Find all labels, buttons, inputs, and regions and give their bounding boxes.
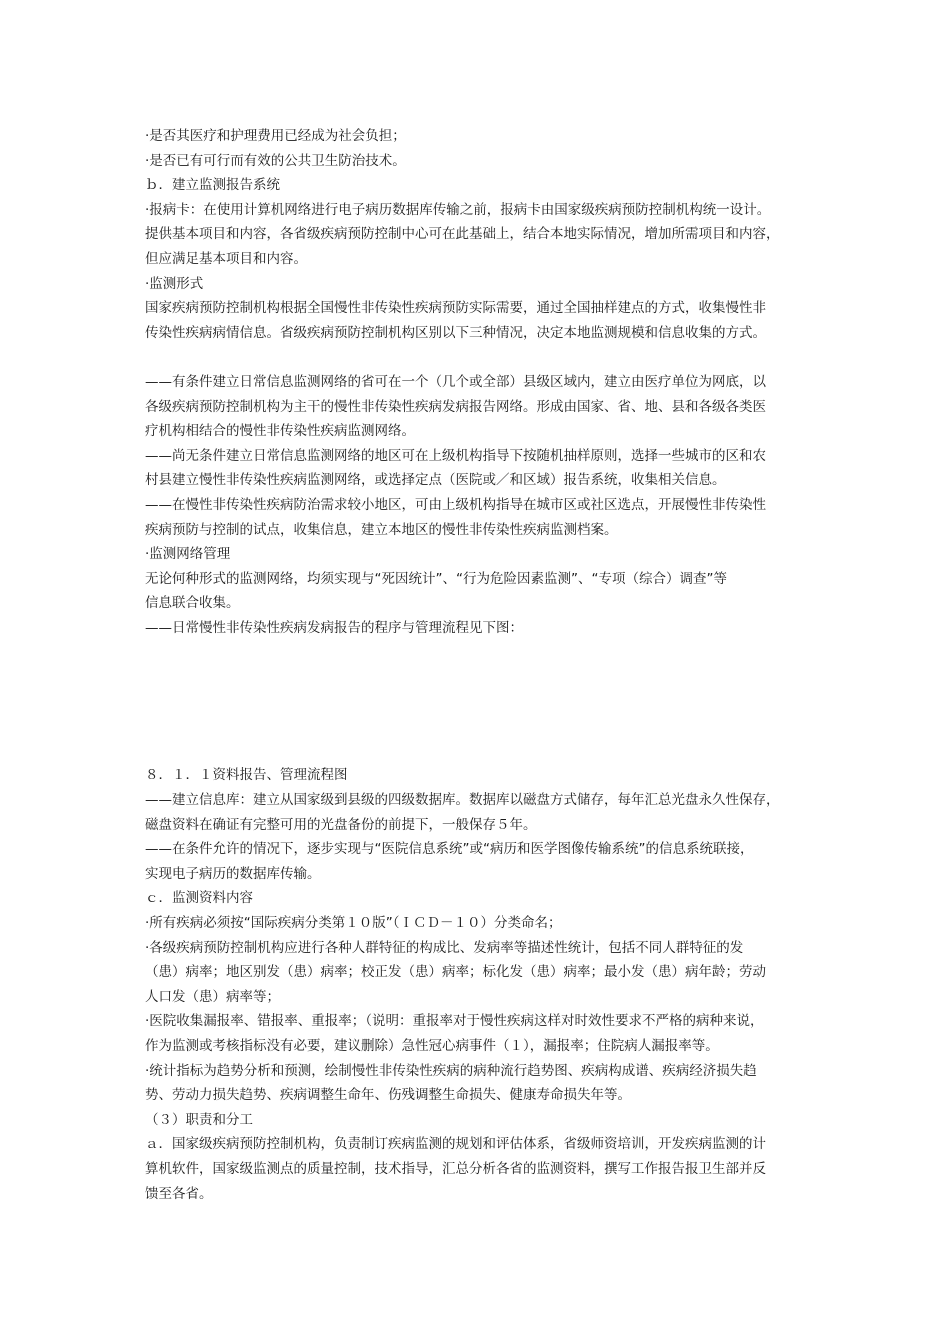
text-line: ·医院收集漏报率、错报率、重报率；（说明：重报率对于慢性疾病这样对时效性要求不严格的病种来说，: [145, 1013, 764, 1030]
text-line: 但应满足基本项目和内容。: [145, 250, 307, 267]
text-line: 势、劳动力损失趋势、疾病调整生命年、伤残调整生命损失、健康寿命损失年等。: [145, 1087, 631, 1104]
text-line: ·各级疾病预防控制机构应进行各种人群特征的构成比、发病率等描述性统计，包括不同人群特征的发: [145, 939, 744, 956]
text-line: 国家疾病预防控制机构根据全国慢性非传染性疾病预防实际需要，通过全国抽样建点的方式，收集慢性非: [145, 300, 766, 317]
subsection-heading: ·监测形式: [145, 275, 204, 292]
text-line: 磁盘资料在确证有完整可用的光盘备份的前提下，一般保存５年。: [145, 816, 537, 833]
subsection-heading: ·监测网络管理: [145, 546, 231, 563]
figure-placeholder-space: [145, 640, 813, 763]
text-line: ——建立信息库：建立从国家级到县级的四级数据库。数据库以磁盘方式储存，每年汇总光盘永久性保存，: [145, 792, 780, 809]
figure-caption: ８．１．１资料报告、管理流程图: [145, 767, 348, 784]
section-heading: （３）职责和分工: [145, 1111, 253, 1128]
paragraph-block-2: [145, 370, 813, 641]
text-line: 人口发（患）病率等；: [145, 988, 280, 1005]
text-line: ——有条件建立日常信息监测网络的省可在一个（几个或全部）县级区域内，建立由医疗单位为网底，以: [145, 373, 766, 390]
text-line: 疗机构相结合的慢性非传染性疾病监测网络。: [145, 423, 415, 440]
text-line: 各级疾病预防控制机构为主干的慢性非传染性疾病发病报告网络。形成由国家、省、地、县和各级各类医: [145, 398, 766, 415]
paragraph-block-1: [145, 124, 813, 345]
text-line: 算机软件，国家级监测点的质量控制，技术指导，汇总分析各省的监测资料，撰写工作报告报卫生部并反: [145, 1160, 766, 1177]
text-line: 村县建立慢性非传染性疾病监测网络，或选择定点（医院或／和区域）报告系统，收集相关信息。: [145, 472, 726, 489]
text-line: 无论何种形式的监测网络，均须实现与“死因统计”、“行为危险因素监测”、“专项（综合）调查”等: [145, 570, 727, 587]
paragraph-block-3: [145, 763, 813, 1206]
section-heading: ｂ．建立监测报告系统: [145, 177, 280, 194]
text-line: 作为监测或考核指标没有必要，建议删除）急性冠心病事件（１），漏报率；住院病人漏报率等。: [145, 1038, 719, 1054]
text-line: ——在慢性非传染性疾病防治需求较小地区，可由上级机构指导在城市区或社区选点，开展慢性非传染性: [145, 496, 766, 513]
text-line: ａ．国家级疾病预防控制机构，负责制订疾病监测的规划和评估体系，省级师资培训，开发疾病监测的计: [145, 1136, 766, 1153]
text-line: ·统计指标为趋势分析和预测，绘制慢性非传染性疾病的病种流行趋势图、疾病构成谱、疾病经济损失趋: [145, 1062, 757, 1079]
section-heading: ｃ．监测资料内容: [145, 890, 253, 907]
text-line: ——尚无条件建立日常信息监测网络的地区可在上级机构指导下按随机抽样原则，选择一些城市的区和农: [145, 447, 766, 464]
document-body: [145, 124, 813, 1206]
text-line: 疾病预防与控制的试点，收集信息，建立本地区的慢性非传染性疾病监测档案。: [145, 521, 618, 538]
text-line: 信息联合收集。: [145, 595, 240, 612]
text-line: ·报病卡：在使用计算机网络进行电子病历数据库传输之前，报病卡由国家级疾病预防控制机构统一设计。: [145, 201, 771, 218]
text-line: 实现电子病历的数据库传输。: [145, 865, 321, 882]
text-line: 馈至各省。: [145, 1185, 213, 1202]
text-line: 传染性疾病病情信息。省级疾病预防控制机构区别以下三种情况，决定本地监测规模和信息收集的方式。: [145, 324, 766, 341]
text-line: （患）病率；地区别发（患）病率；校正发（患）病率；标化发（患）病率；最小发（患）病年龄；劳动: [145, 964, 766, 981]
text-line: 提供基本项目和内容，各省级疾病预防控制中心可在此基础上，结合本地实际情况，增加所需项目和内容，: [145, 226, 780, 243]
text-line: ——日常慢性非传染性疾病发病报告的程序与管理流程见下图：: [145, 619, 523, 636]
text-line: ·所有疾病必须按“国际疾病分类第１０版”（ＩＣＤ－１０）分类命名；: [145, 915, 562, 932]
text-line: ·是否已有可行而有效的公共卫生防治技术。: [145, 152, 406, 169]
text-line: ——在条件允许的情况下，逐步实现与“医院信息系统”或“病历和医学图像传输系统”的信息系统联接，: [145, 841, 754, 858]
blank-line: [145, 345, 813, 370]
text-line: ·是否其医疗和护理费用已经成为社会负担；: [145, 128, 406, 144]
